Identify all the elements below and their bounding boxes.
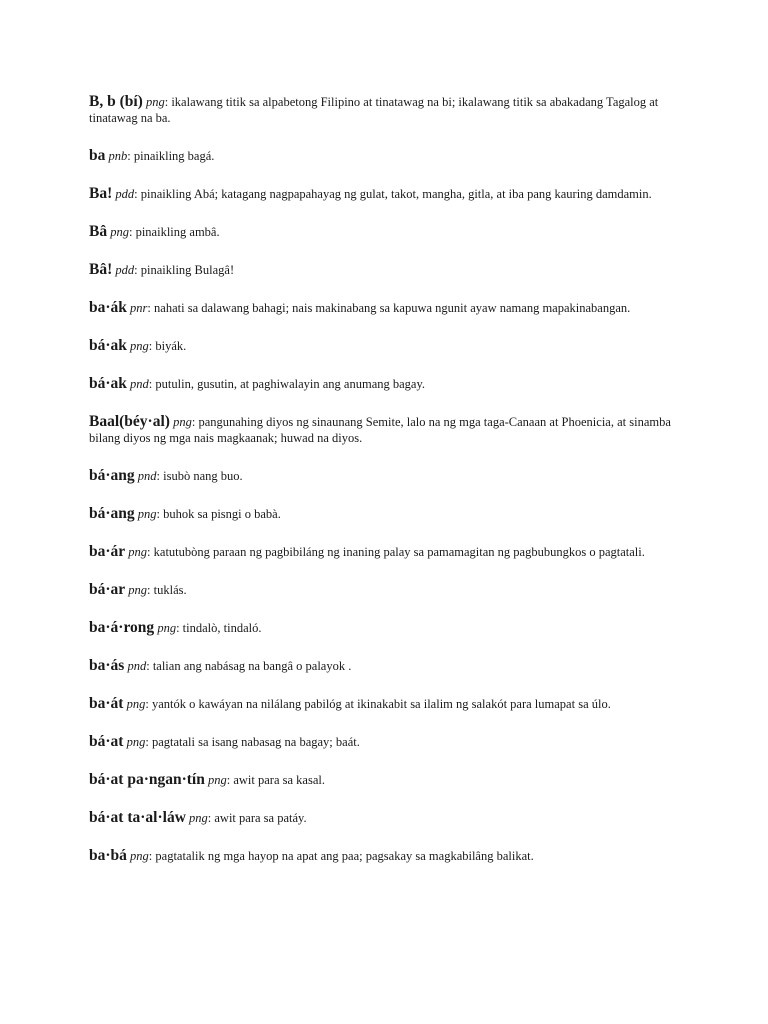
entry-colon: : — [148, 377, 153, 391]
part-of-speech: png — [208, 773, 227, 787]
entry-definition: talian ang nabásag na bangâ o palayok . — [152, 659, 352, 673]
entry-definition: tuklás. — [153, 583, 187, 597]
entry-definition: pangunahing diyos ng sinaunang Semite, lalo na ng mga taga-Canaan at Phoenicia, at sinamba bilang diyos ng mga nais magkaanak; huwad na diyos. — [89, 415, 671, 445]
part-of-speech: pnd — [127, 659, 147, 673]
entry-headword: ba·ár — [89, 543, 126, 560]
dictionary-entry — [89, 506, 679, 522]
entry-definition: pinaikling ambâ. — [135, 225, 220, 239]
entry-definition: isubò nang buo. — [163, 469, 243, 483]
dictionary-entry — [89, 848, 679, 864]
entry-colon: : — [176, 621, 180, 635]
entry-colon: : — [145, 735, 149, 749]
part-of-speech: png — [126, 697, 146, 711]
entry-definition: tindalò, tindaló. — [182, 621, 262, 635]
part-of-speech: png — [128, 583, 148, 597]
dictionary-entry — [89, 582, 679, 598]
entry-colon: : — [145, 697, 149, 711]
entry-colon: : — [147, 301, 151, 315]
entry-headword: ba — [89, 147, 106, 164]
entry-colon: : — [164, 95, 169, 109]
entry-definition: biyák. — [155, 339, 187, 353]
part-of-speech: pnb — [108, 149, 128, 163]
entry-colon: : — [146, 659, 150, 673]
entry-definition: putulin, gusutin, at paghiwalayin ang anumang bagay. — [155, 377, 426, 391]
dictionary-entry — [89, 620, 679, 636]
dictionary-entry — [89, 300, 679, 316]
part-of-speech: png — [128, 545, 148, 559]
entry-definition: buhok sa pisngi o babà. — [163, 507, 281, 521]
entry-colon: : — [191, 415, 196, 429]
entry-definition: pinaikling Abá; katagang nagpapahayag ng gulat, takot, mangha, gitla, at iba pang kauring damdamin. — [140, 187, 652, 201]
entry-colon: : — [148, 849, 153, 863]
part-of-speech: pdd — [115, 187, 135, 201]
dictionary-entry — [89, 224, 679, 240]
dictionary-entry — [89, 658, 679, 674]
dictionary-entry — [89, 772, 679, 788]
dictionary-entry — [89, 696, 679, 712]
entry-colon: : — [156, 507, 161, 521]
entry-colon: : — [128, 225, 133, 239]
entry-headword: ba·át — [89, 695, 124, 712]
entry-headword: ba·bá — [89, 847, 127, 864]
entry-headword: bá·ang — [89, 467, 135, 484]
part-of-speech: png — [137, 507, 157, 521]
entry-headword: bá·at pa·ngan·tín — [89, 771, 205, 788]
part-of-speech: png — [110, 225, 129, 239]
entry-colon: : — [156, 469, 161, 483]
entry-headword: ba·á·rong — [89, 619, 155, 636]
entry-colon: : — [147, 545, 151, 559]
part-of-speech: pnr — [130, 301, 148, 315]
entry-definition: awit para sa patáy. — [214, 811, 307, 825]
part-of-speech: png — [130, 339, 149, 353]
dictionary-entry — [89, 186, 679, 202]
dictionary-page — [89, 94, 679, 864]
entry-definition: yantók o kawáyan na nilálang pabilóg at ikinakabit sa ilalim ng salakót para lumapat sa úlo. — [151, 697, 611, 711]
entry-definition: awit para sa kasal. — [233, 773, 325, 787]
entry-headword: bá·ar — [89, 581, 126, 598]
dictionary-entry — [89, 734, 679, 750]
entry-headword: bá·ak — [89, 337, 127, 354]
entry-headword: Bâ! — [89, 261, 113, 278]
entry-definition: katutubòng paraan ng pagbibiláng ng inaning palay sa pamamagitan ng pagbubungkos o pagtatali. — [153, 545, 645, 559]
entry-colon: : — [147, 583, 151, 597]
entry-definition: pagtatalik ng mga hayop na apat ang paa; pagsakay sa magkabilâng balikat. — [155, 849, 534, 863]
entry-colon: : — [148, 339, 153, 353]
entry-headword: Bâ — [89, 223, 108, 240]
entry-headword: B, b (bí) — [89, 93, 143, 110]
part-of-speech: png — [126, 735, 146, 749]
dictionary-entry — [89, 810, 679, 826]
entry-headword: bá·ang — [89, 505, 135, 522]
entry-definition: ikalawang titik sa alpabetong Filipino at tinatawag na bi; ikalawang titik sa abakadang Tagalog at tinatawag na ba. — [89, 95, 659, 125]
entry-headword: ba·ás — [89, 657, 125, 674]
entry-headword: bá·at — [89, 733, 124, 750]
dictionary-entry — [89, 262, 679, 278]
entry-colon: : — [207, 811, 212, 825]
entry-definition: nahati sa dalawang bahagi; nais makinabang sa kapuwa ngunit ayaw namang mapakinabangan. — [154, 301, 631, 315]
entry-headword: bá·ak — [89, 375, 127, 392]
entry-colon: : — [134, 263, 138, 277]
part-of-speech: png — [173, 415, 192, 429]
part-of-speech: png — [189, 811, 208, 825]
part-of-speech: pnd — [130, 377, 149, 391]
entry-colon: : — [134, 187, 138, 201]
part-of-speech: png — [157, 621, 177, 635]
part-of-speech: png — [145, 95, 165, 109]
dictionary-entry — [89, 148, 679, 164]
entry-headword: Ba! — [89, 185, 113, 202]
entry-headword: ba·ák — [89, 299, 127, 316]
entry-definition: pagtatali sa isang nabasag na bagay; baát. — [151, 735, 360, 749]
dictionary-entry — [89, 338, 679, 354]
entry-definition: pinaikling bagá. — [133, 149, 215, 163]
dictionary-entry — [89, 468, 679, 484]
entry-colon: : — [226, 773, 231, 787]
entry-colon: : — [127, 149, 131, 163]
entry-headword: bá·at ta·al·láw — [89, 809, 186, 826]
part-of-speech: pdd — [115, 263, 135, 277]
entry-definition: pinaikling Bulagâ! — [140, 263, 235, 277]
dictionary-entry — [89, 376, 679, 392]
dictionary-entry — [89, 94, 679, 126]
entry-headword: Baal(béy·al) — [89, 413, 170, 430]
dictionary-entry — [89, 414, 679, 446]
part-of-speech: pnd — [137, 469, 157, 483]
dictionary-entry — [89, 544, 679, 560]
part-of-speech: png — [130, 849, 149, 863]
